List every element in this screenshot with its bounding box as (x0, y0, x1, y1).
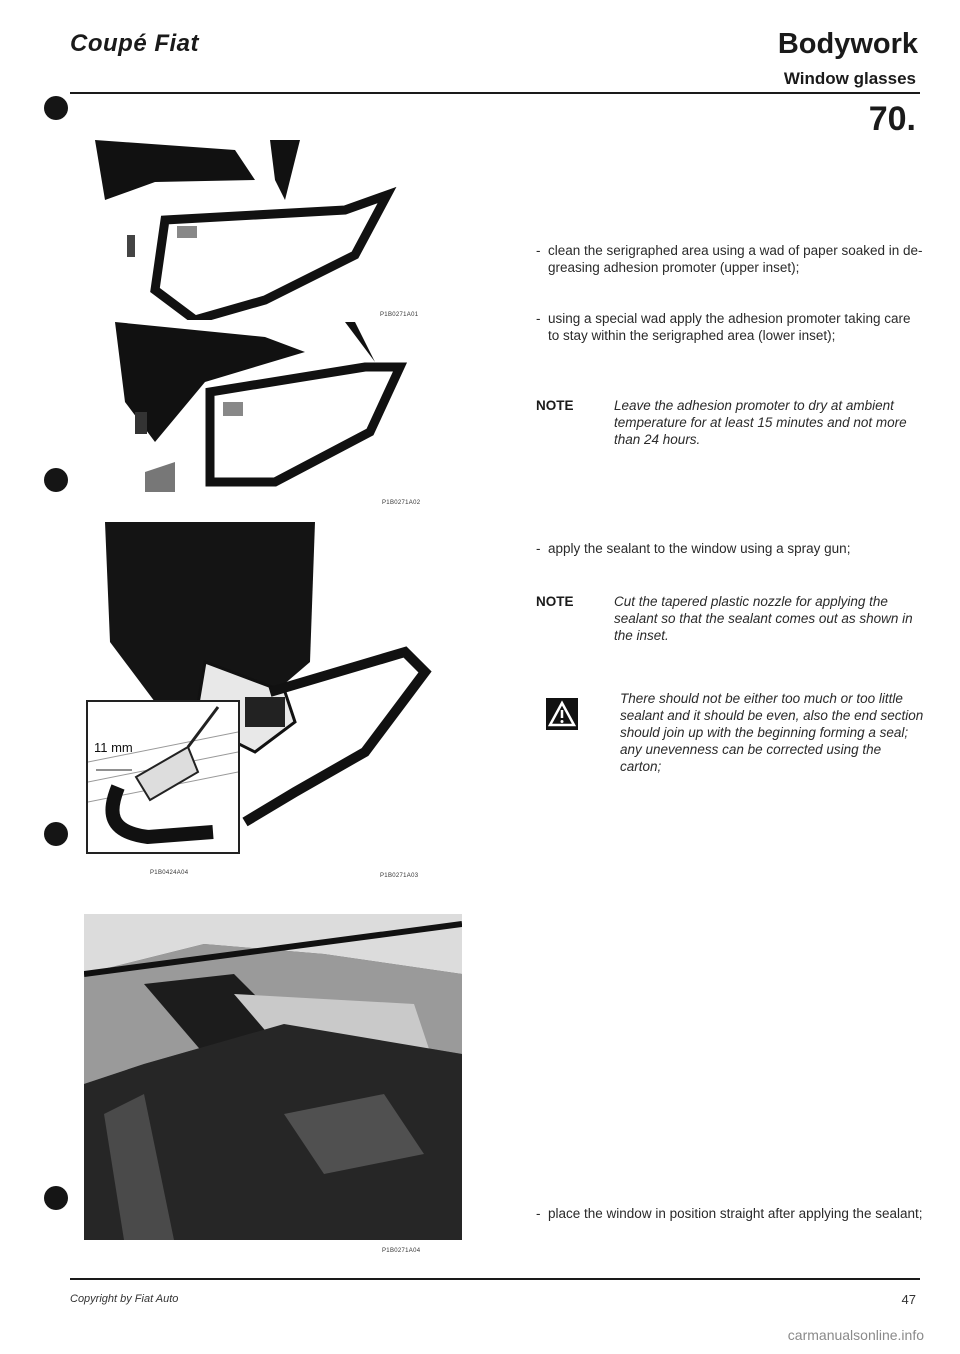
header-rule (70, 92, 920, 94)
step-apply-sealant: - apply the sealant to the window using a spray gun; (536, 541, 851, 556)
note-label: NOTE (536, 594, 574, 609)
figure-code: P1B0271A01 (380, 312, 419, 318)
figure-window-lower (115, 322, 435, 492)
page-number: 47 (901, 1292, 916, 1307)
inset-dimension-label: 11 mm (94, 740, 133, 755)
step-place-window: - place the window in position straight after applying the sealant; (536, 1206, 923, 1221)
warning-icon (546, 698, 578, 730)
section-title: Bodywork (777, 28, 918, 60)
binder-hole (44, 96, 68, 120)
window-glass-illustration (115, 322, 435, 492)
window-placement-photo (84, 914, 462, 1240)
figure-code: P1B0271A04 (382, 1248, 421, 1254)
binder-hole (44, 468, 68, 492)
binder-hole (44, 1186, 68, 1210)
step-clean: - clean the serigraphed area using a wad of paper soaked in de-greasing adhesion promoter (upper inset); (536, 243, 923, 275)
figure-code: P1B0424A04 (150, 870, 189, 876)
footer-rule (70, 1278, 920, 1280)
subsection-title: Window glasses (783, 69, 916, 88)
figure-code: P1B0271A03 (380, 873, 419, 879)
figure-inset-nozzle (86, 700, 240, 854)
figure-window-placement (84, 914, 462, 1240)
nozzle-inset-illustration (88, 702, 238, 852)
figure-code: P1B0271A02 (382, 500, 421, 506)
brand-title: Coupé Fiat (70, 30, 199, 57)
note-label: NOTE (536, 398, 574, 413)
warning-block: There should not be either too much or too little sealant and it should be even, also the end section should join up with the beginning forming a seal; any unevenness can be corrected using the carton; (546, 690, 924, 775)
binder-hole (44, 822, 68, 846)
step-apply-promoter: - using a special wad apply the adhesion promoter taking care to stay within the serigraphed area (lower inset); (536, 311, 911, 343)
figure-window-upper (95, 140, 425, 320)
note-nozzle: NOTE Cut the tapered plastic nozzle for applying the sealant so that the sealant comes out as shown in the inset. (536, 594, 913, 643)
page-code: 70. (868, 100, 916, 138)
copyright: Copyright by Fiat Auto (70, 1293, 179, 1305)
note-dry: NOTE Leave the adhesion promoter to dry at ambient temperature for at least 15 minutes and not more than 24 hours. (536, 398, 907, 447)
watermark: carmanualsonline.info (787, 1327, 924, 1343)
window-glass-illustration (95, 140, 425, 320)
